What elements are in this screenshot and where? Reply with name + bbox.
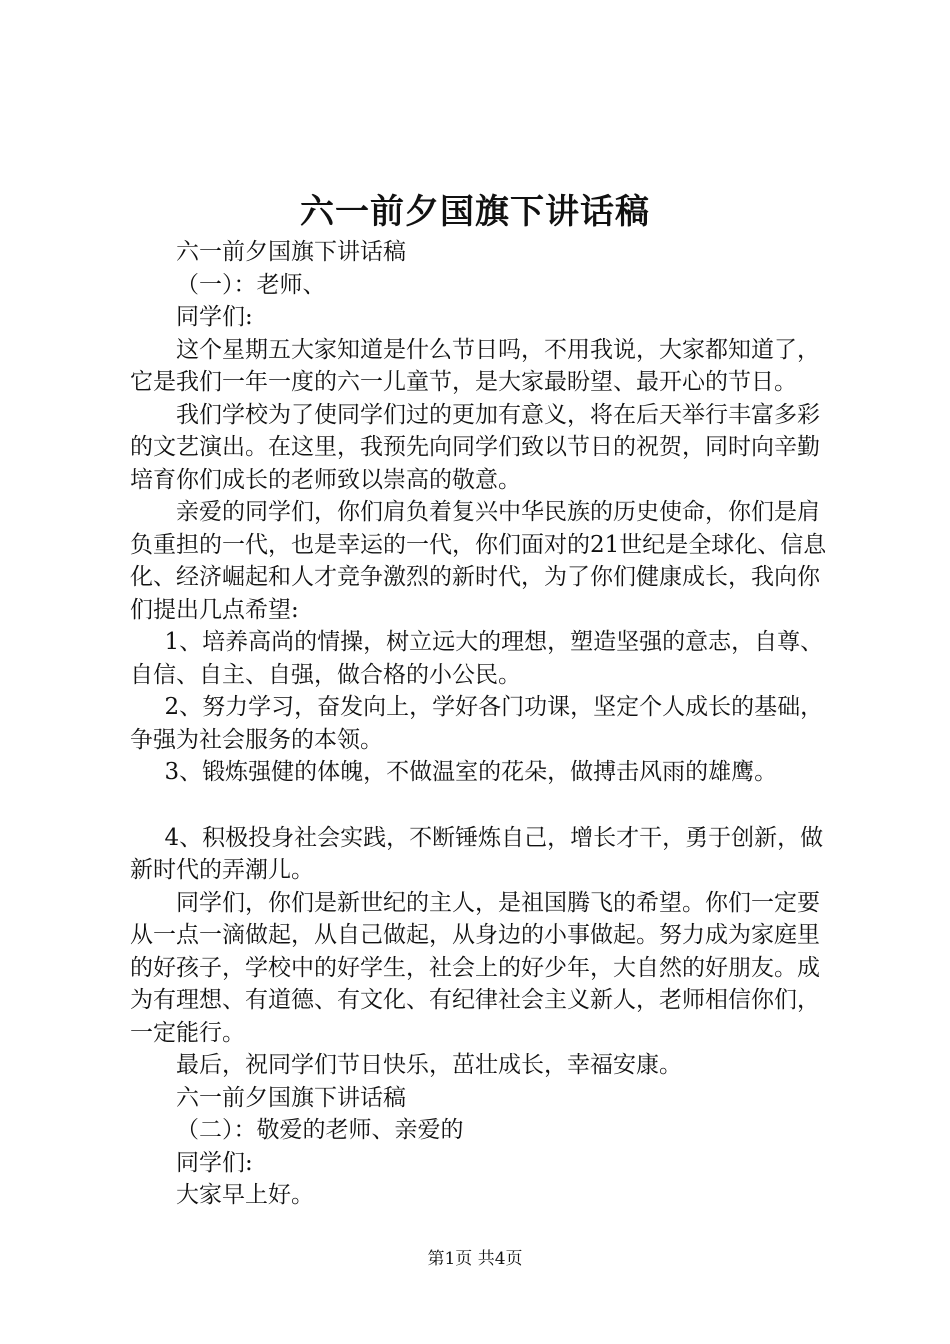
paragraph: 我们学校为了使同学们过的更加有意义，将在后天举行丰富多彩的文艺演出。在这里，我预先向同学们致以节日的祝贺，同时向辛勤培育你们成长的老师致以崇高的敬意。 [130, 401, 820, 493]
paragraph: （一）：老师、 [176, 271, 326, 298]
paragraph: 六一前夕国旗下讲话稿 [176, 1084, 406, 1111]
document-title: 六一前夕国旗下讲话稿 [300, 192, 650, 232]
paragraph: 最后，祝同学们节日快乐，茁壮成长，幸福安康。 [176, 1052, 682, 1078]
paragraph: 同学们，你们是新世纪的主人，是祖国腾飞的希望。你们一定要从一点一滴做起，从自己做起，从身边的小事做起。努力成为家庭里的好孩子，学校中的好学生，社会上的好少年，大自然的好朋友。成为有理想、有道德、有文化、有纪律社会主义新人，老师相信你们，一定能行。 [130, 889, 820, 1046]
paragraph: 4、积极投身社会实践，不断锤炼自己，增长才干，勇于创新，做新时代的弄潮儿。 [130, 824, 824, 883]
paragraph: 同学们: [176, 1149, 253, 1176]
paragraph: 这个星期五大家知道是什么节日吗，不用我说，大家都知道了，它是我们一年一度的六一儿童节，是大家最盼望、最开心的节日。 [130, 336, 820, 395]
paragraph: 大家早上好。 [176, 1182, 314, 1208]
paragraph: 亲爱的同学们，你们肩负着复兴中华民族的历史使命，你们是肩负重担的一代，也是幸运的一代，你们面对的21世纪是全球化、信息化、经济崛起和人才竞争激烈的新时代，为了你们健康成长，我向你们提出几点希望: [130, 499, 827, 623]
paragraph: 2、努力学习，奋发向上，学好各门功课，坚定个人成长的基础，争强为社会服务的本领。 [130, 694, 824, 753]
page-footer: 第1页 共4页 [427, 1249, 523, 1269]
paragraph: （二）：敬爱的老师、亲爱的 [176, 1117, 464, 1143]
paragraph: 同学们: [176, 304, 253, 330]
document-body [130, 236, 840, 1212]
paragraph: 1、培养高尚的情操，树立远大的理想，塑造坚强的意志，自尊、自信、自主、自强，做合格的小公民。 [130, 629, 824, 688]
paragraph: 3、锻炼强健的体魄，不做温室的花朵，做搏击风雨的雄鹰。 [164, 759, 778, 785]
paragraph: 六一前夕国旗下讲话稿 [176, 239, 406, 265]
